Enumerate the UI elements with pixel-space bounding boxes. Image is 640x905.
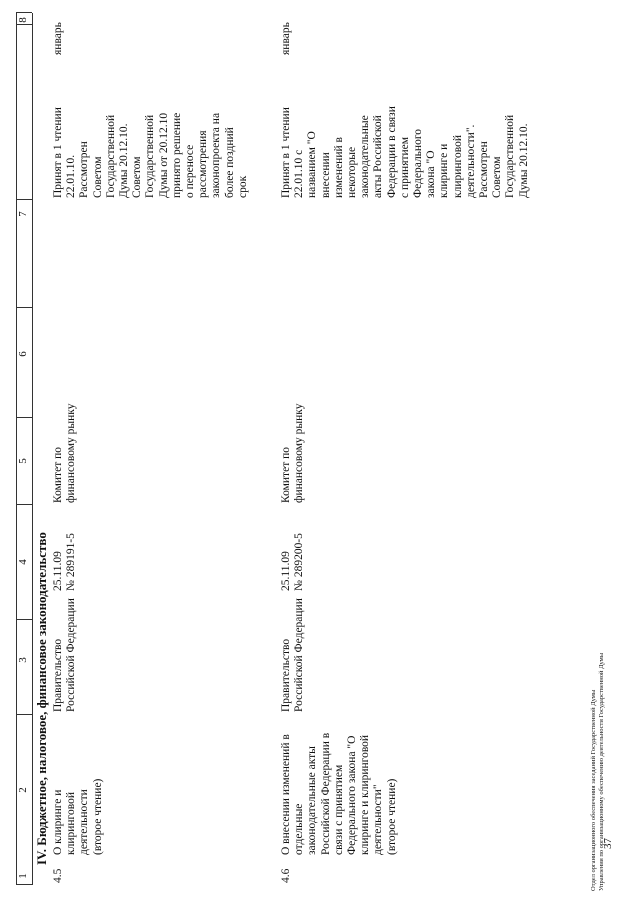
cell-line: Комитет по	[280, 447, 292, 503]
cell-line: Федерального	[412, 128, 425, 198]
page-number: 37	[602, 838, 614, 849]
cell-line: деятельности"	[372, 784, 385, 855]
cell-line: некоторые	[346, 146, 359, 198]
column-number: 6	[17, 351, 29, 357]
cell-line: о переносе	[184, 144, 197, 198]
column-number: 4	[17, 559, 29, 565]
cell-line: Федерации в связи	[385, 106, 398, 198]
column-divider	[16, 619, 32, 620]
bill-initiator	[280, 592, 306, 712]
cell-line: законопроекта на	[210, 112, 223, 198]
cell-line: Федерального закона "О	[346, 735, 359, 855]
bill-title	[52, 715, 105, 855]
column-number: 8	[17, 17, 29, 23]
column-divider	[16, 504, 32, 505]
cell-line: с принятием	[398, 136, 411, 198]
bill-committee	[52, 393, 78, 503]
cell-line: Российской Федерации	[65, 598, 78, 712]
column-number: 2	[17, 787, 29, 793]
column-divider	[16, 417, 32, 418]
cell-line: Думы 20.12.10.	[118, 123, 131, 198]
bill-status	[280, 78, 531, 198]
cell-line: законодательные	[359, 115, 372, 198]
column-number: 3	[17, 657, 29, 663]
cell-line: Советом	[131, 156, 144, 198]
cell-line: рассмотрения	[197, 130, 210, 198]
cell-line: клиринге и	[438, 143, 451, 198]
bill-status	[52, 78, 250, 198]
cell-line: Думы от 20.12.10	[157, 112, 170, 198]
cell-line: Рассмотрен	[478, 141, 491, 198]
bill-title	[280, 715, 399, 855]
cell-line: (второе чтение)	[91, 778, 104, 855]
cell-line: клиринговой	[451, 135, 464, 198]
cell-line: более поздний	[223, 127, 236, 198]
cell-line: изменений в	[332, 137, 345, 198]
cell-line: Принят в 1 чтении	[280, 107, 292, 198]
column-divider	[16, 714, 32, 715]
bill-date: 25.11.09	[52, 551, 64, 591]
cell-line: Государственной	[144, 114, 157, 198]
cell-line: срок	[236, 175, 249, 198]
cell-line: Рассмотрен	[78, 141, 91, 198]
cell-line: Правительство	[52, 638, 64, 712]
column-number: 7	[17, 211, 29, 217]
column-divider	[16, 307, 32, 308]
bill-committee	[280, 393, 306, 503]
bill-reg-number: № 289200-5	[293, 533, 305, 591]
cell-line: клиринговой	[65, 792, 78, 855]
cell-line: связи с принятием	[332, 764, 345, 855]
cell-line: финансовому рынку	[65, 403, 78, 503]
cell-line: Государственной	[104, 114, 117, 198]
footer-department: Отдел организационного обеспечения заседаний Государственной Думы	[590, 689, 597, 891]
scheduled-month: январь	[280, 22, 292, 55]
cell-line: Принят в 1 чтении	[52, 107, 64, 198]
cell-line: акты Российской	[372, 115, 385, 198]
cell-line: Российской Федерации в	[319, 732, 332, 855]
cell-line: Советом	[91, 156, 104, 198]
column-number: 1	[17, 873, 29, 879]
cell-line: принято решение	[170, 112, 183, 198]
row-number: 4.6	[280, 868, 292, 883]
bill-initiator	[52, 592, 78, 712]
cell-line: Советом	[491, 156, 504, 198]
cell-line: О внесении изменений в	[280, 734, 292, 855]
scheduled-month: январь	[52, 22, 64, 55]
section-title: IV. Бюджетное, налоговое, финансовое законодательство	[34, 532, 49, 865]
bill-date: 25.11.09	[280, 551, 292, 591]
bill-reg-number: № 289191-5	[65, 533, 77, 591]
cell-line: Комитет по	[52, 447, 64, 503]
cell-line: Государственной	[504, 114, 517, 198]
row-number: 4.5	[52, 868, 64, 883]
cell-line: законодательные акты	[306, 746, 319, 855]
cell-line: Думы 20.12.10.	[517, 123, 530, 198]
cell-line: Правительство	[280, 638, 292, 712]
cell-line: 22.01.10.	[65, 154, 78, 198]
cell-line: Российской Федерации	[293, 598, 306, 712]
cell-line: внесении	[319, 152, 332, 198]
header-bottom-rule	[32, 13, 33, 885]
cell-line: деятельности".	[464, 124, 477, 198]
cell-line: отдельные	[293, 803, 306, 855]
cell-line: финансовому рынку	[293, 403, 306, 503]
cell-line: (второе чтение)	[385, 778, 398, 855]
footer-directorate: Управления по организационному обеспечению деятельности Государственной Думы	[598, 652, 605, 891]
cell-line: деятельности	[78, 789, 91, 855]
cell-line: клиринге и клиринговой	[359, 734, 372, 855]
cell-line: 22.01.10 с	[293, 149, 306, 198]
cell-line: О клиринге и	[52, 789, 64, 855]
column-number: 5	[17, 458, 29, 464]
cell-line: закона "О	[425, 150, 438, 198]
cell-line: названием "О	[306, 131, 319, 198]
